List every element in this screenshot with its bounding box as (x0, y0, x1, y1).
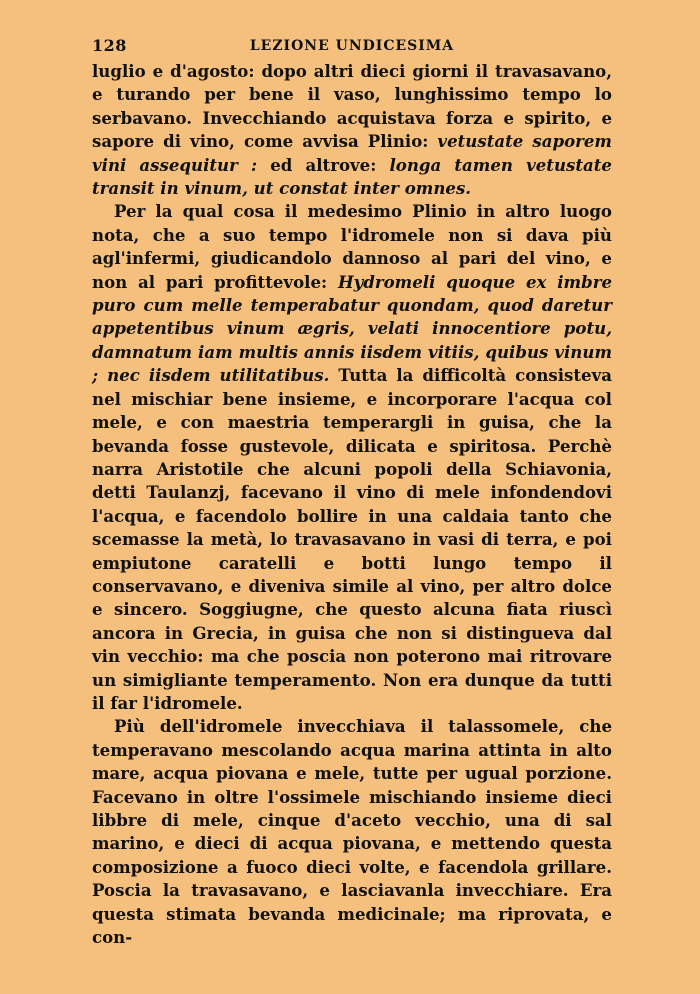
text-run: luglio e d'agosto: dopo altri dieci giorni il travasavano, e turando per bene il vaso, lunghissimo tempo lo serbavano. Invecchiando acquistava forza e spirito, e sapore di vino, come avvisa Plinio: (92, 61, 612, 152)
paragraph-3 (92, 715, 612, 949)
page-number: 128 (92, 36, 127, 55)
paragraph-1 (92, 60, 612, 200)
paragraph-2 (92, 200, 612, 715)
text-run: Più dell'idromele invecchiava il talassomele, che temperavano mescolando acqua marina attinta in alto mare, acqua piovana e mele, tutte per ugual porzione. Facevano in oltre l'ossimele mischiando insieme dieci libbre di mele, cinque d'aceto vecchio, una di sal marino, e dieci di acqua piovana, e mettendo questa composizione a fuoco dieci volte, e facendola grillare. Poscia la travasavano, e lasciavanla invecchiare. Era questa stimata bevanda medicinale; ma riprovata, e con- (92, 716, 612, 948)
text-run: Per la qual cosa il medesimo Plinio in altro luogo nota, che a suo tempo l'idromele non si dava più agl'infermi, giudicandolo dannoso al pari del vino, e non al pari profittevole: (92, 201, 612, 292)
body-text (92, 60, 612, 949)
latin-quote: longa tamen vetustate transit in vinum, ut constat inter omnes. (92, 154, 612, 199)
latin-quote: vetustate saporem vini assequitur : (92, 131, 612, 175)
latin-quote: Hydromeli quoque ex imbre puro cum melle temperabatur quondam, quod daretur appetentibus vinum ægris, velati innocentiore potu, damnatum iam multis annis iisdem vitiis, quibus vinum ; nec iisdem utilitatibus. (92, 271, 613, 386)
running-head: LEZIONE UNDICESIMA (249, 38, 455, 54)
page-header (92, 36, 612, 60)
text-run: ed altrove: (257, 154, 390, 175)
text-run: Tutta la difficoltà consisteva nel mischiar bene insieme, e incorporare l'acqua col mele, e con maestria temperargli in guisa, che la bevanda fosse gustevole, dilicata e spiritosa. Perchè narra Aristotile che alcuni popoli della Schiavonia, detti Taulanzj, facevano il vino di mele infondendovi l'acqua, e facendolo bollire in una caldaia tanto che scemasse la metà, lo travasavano in vasi di terra, e poi empiutone caratelli e botti lungo tempo il conservavano, e diveniva simile al vino, per altro dolce e sincero. Soggiugne, che questo alcuna fiata riuscì ancora in Grecia, in guisa che non si distingueva dal vin vecchio: ma che poscia non poterono mai ritrovare un simigliante temperamento. Non era dunque da tutti il far l'idromele. (92, 365, 612, 713)
